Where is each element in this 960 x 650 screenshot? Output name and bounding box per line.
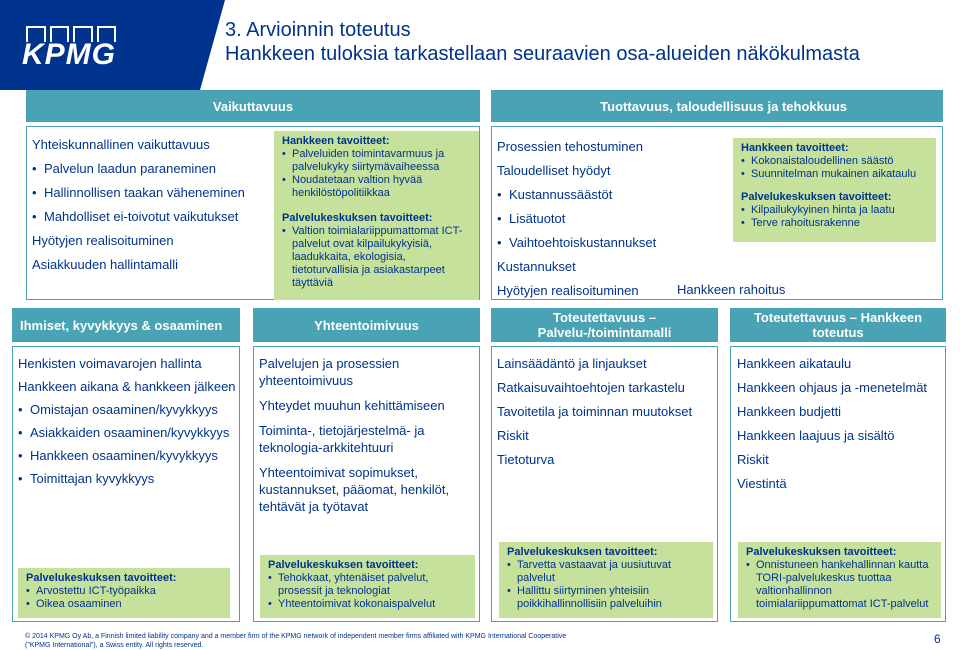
goal-item: • Palveluiden toimintavarmuus ja palvelukyky siirtymävaiheessa [282, 148, 471, 174]
list-item: Kustannukset [497, 259, 576, 274]
footer [25, 632, 566, 650]
title-line-2: Hankkeen tuloksia tarkastellaan seuraavien osa-alueiden näkökulmasta [225, 43, 860, 65]
page-title [225, 18, 860, 66]
goals-heading: Hankkeen tavoitteet: [741, 142, 849, 154]
list-item: • Mahdolliset ei-toivotut vaikutukset [32, 208, 272, 225]
goals-heading: Palvelukeskuksen tavoitteet: [507, 546, 658, 558]
list-item: Hankkeen aikataulu [737, 356, 852, 371]
list-item: Ratkaisuvaihtoehtojen tarkastelu [497, 380, 685, 395]
title-line-1: 3. Arvioinnin toteutus [225, 19, 411, 41]
goal-item: • Terve rahoitusrakenne [741, 217, 928, 230]
list-item: Yhteydet muuhun kehittämiseen [259, 398, 445, 413]
footer-line-2: ("KPMG International"), a Swiss entity. All rights reserved. [25, 642, 204, 649]
vaikuttavuus-goals [274, 131, 479, 300]
list-item: • Vaihtoehtoiskustannukset [497, 234, 737, 251]
goal-item: • Noudatetaan valtion hyvää henkilöstöpolitiikkaa [282, 174, 471, 200]
list-item: Tietoturva [497, 452, 555, 467]
ihmiset-goals [18, 568, 230, 618]
palvelu-list [497, 355, 712, 468]
goal-item: • Valtion toimialariippumattomat ICT-palvelut ovat kilpailukykyisiä, laadukkaita, ekologisia, tietoturvallisia ja asiakastarpeet täyttäviä [282, 225, 471, 290]
list-item: • Asiakkaiden osaaminen/kyvykkyys [18, 424, 236, 441]
list-item: Lainsäädäntö ja linjaukset [497, 356, 647, 371]
goal-item: • Arvostettu ICT-työpaikka [26, 585, 222, 598]
list-item: Prosessien tehostuminen [497, 139, 643, 154]
goal-item: • Tehokkaat, yhtenäiset palvelut, prosessit ja teknologiat [268, 572, 467, 598]
header-palvelu: Toteutettavuus – Palvelu-/toimintamalli [491, 308, 718, 342]
goal-item: • Kilpailukykyinen hinta ja laatu [741, 204, 928, 217]
goals-heading: Palvelukeskuksen tavoitteet: [282, 212, 433, 224]
vaikuttavuus-list [32, 136, 272, 273]
goal-item: • Tarvetta vastaavat ja uusiutuvat palvelut [507, 559, 705, 585]
list-item: • Palvelun laadun paraneminen [32, 160, 272, 177]
goals-heading: Hankkeen tavoitteet: [282, 135, 390, 147]
kpmg-logo: KPMG [22, 38, 116, 71]
list-item: Hankkeen budjetti [737, 404, 842, 419]
tuottavuus-list [497, 138, 737, 299]
hanke-goals [738, 542, 941, 618]
page-number: 6 [934, 632, 941, 646]
goals-heading: Palvelukeskuksen tavoitteet: [741, 191, 892, 203]
hanke-list [737, 355, 942, 492]
header-yhteentoimivuus: Yhteentoimivuus [253, 308, 480, 342]
list-item: • Lisätuotot [497, 210, 737, 227]
goal-item: • Hallittu siirtyminen yhteisiin poikkihallinnollisiin palveluihin [507, 585, 705, 611]
ihmiset-list [18, 355, 236, 487]
list-item: Yhteiskunnallinen vaikuttavuus [32, 137, 210, 152]
list-item: • Kustannussäästöt [497, 186, 737, 203]
header-hanke: Toteutettavuus – Hankkeen toteutus [730, 308, 946, 342]
header-vaikuttavuus: Vaikuttavuus [26, 90, 480, 122]
logo-wedge [200, 0, 225, 90]
list-item: Hyötyjen realisoituminen [32, 233, 174, 248]
yhteentoimivuus-goals [260, 555, 475, 618]
tuottavuus-goals [733, 138, 936, 242]
goals-heading: Palvelukeskuksen tavoitteet: [746, 546, 897, 558]
list-item: Hankkeen laajuus ja sisältö [737, 428, 895, 443]
list-item: Henkisten voimavarojen hallinta [18, 356, 202, 371]
list-item: Hankkeen ohjaus ja -menetelmät [737, 380, 928, 395]
goal-item: • Oikea osaaminen [26, 598, 222, 611]
list-item: Toiminta-, tietojärjestelmä- ja teknologia-arkkitehtuuri [259, 423, 425, 455]
list-item: • Hankkeen osaaminen/kyvykkyys [18, 447, 236, 464]
goals-heading: Palvelukeskuksen tavoitteet: [268, 559, 419, 571]
header-tuottavuus: Tuottavuus, taloudellisuus ja tehokkuus [491, 90, 943, 122]
goal-item: • Kokonaistaloudellinen säästö [741, 155, 928, 168]
goal-item: • Onnistuneen hankehallinnan kautta TORI-palvelukeskus tuottaa valtionhallinnon toimialariippumattomat ICT-palvelut [746, 559, 933, 611]
goal-item: • Suunnitelman mukainen aikataulu [741, 168, 928, 181]
goal-item: • Yhteentoimivat kokonaispalvelut [268, 598, 467, 611]
yhteentoimivuus-list [259, 355, 477, 515]
list-item: • Toimittajan kyvykkyys [18, 470, 236, 487]
footer-line-1: © 2014 KPMG Oy Ab, a Finnish limited liability company and a member firm of the KPMG network of independent member firms affiliated with KPMG International Cooperative [25, 633, 567, 640]
list-item: Viestintä [737, 476, 787, 491]
list-item: Tavoitetila ja toiminnan muutokset [497, 404, 693, 419]
list-item-rahoitus: Hankkeen rahoitus [677, 282, 786, 297]
list-item: Palvelujen ja prosessien yhteentoimivuus [259, 356, 400, 388]
header-ihmiset: Ihmiset, kyvykkyys & osaaminen [12, 308, 240, 342]
list-item: Asiakkuuden hallintamalli [32, 257, 178, 272]
list-item: Hyötyjen realisoituminen [497, 283, 639, 298]
list-item: Yhteentoimivat sopimukset, kustannukset, pääomat, henkilöt, tehtävät ja työtavat [259, 465, 450, 514]
list-item: Riskit [737, 452, 769, 467]
list-item: Hankkeen aikana & hankkeen jälkeen [18, 379, 236, 394]
list-item: • Omistajan osaaminen/kyvykkyys [18, 401, 236, 418]
goals-heading: Palvelukeskuksen tavoitteet: [26, 572, 177, 584]
list-item: Taloudelliset hyödyt [497, 163, 611, 178]
list-item: Riskit [497, 428, 529, 443]
list-item: • Hallinnollisen taakan väheneminen [32, 184, 272, 201]
palvelu-goals [499, 542, 713, 618]
